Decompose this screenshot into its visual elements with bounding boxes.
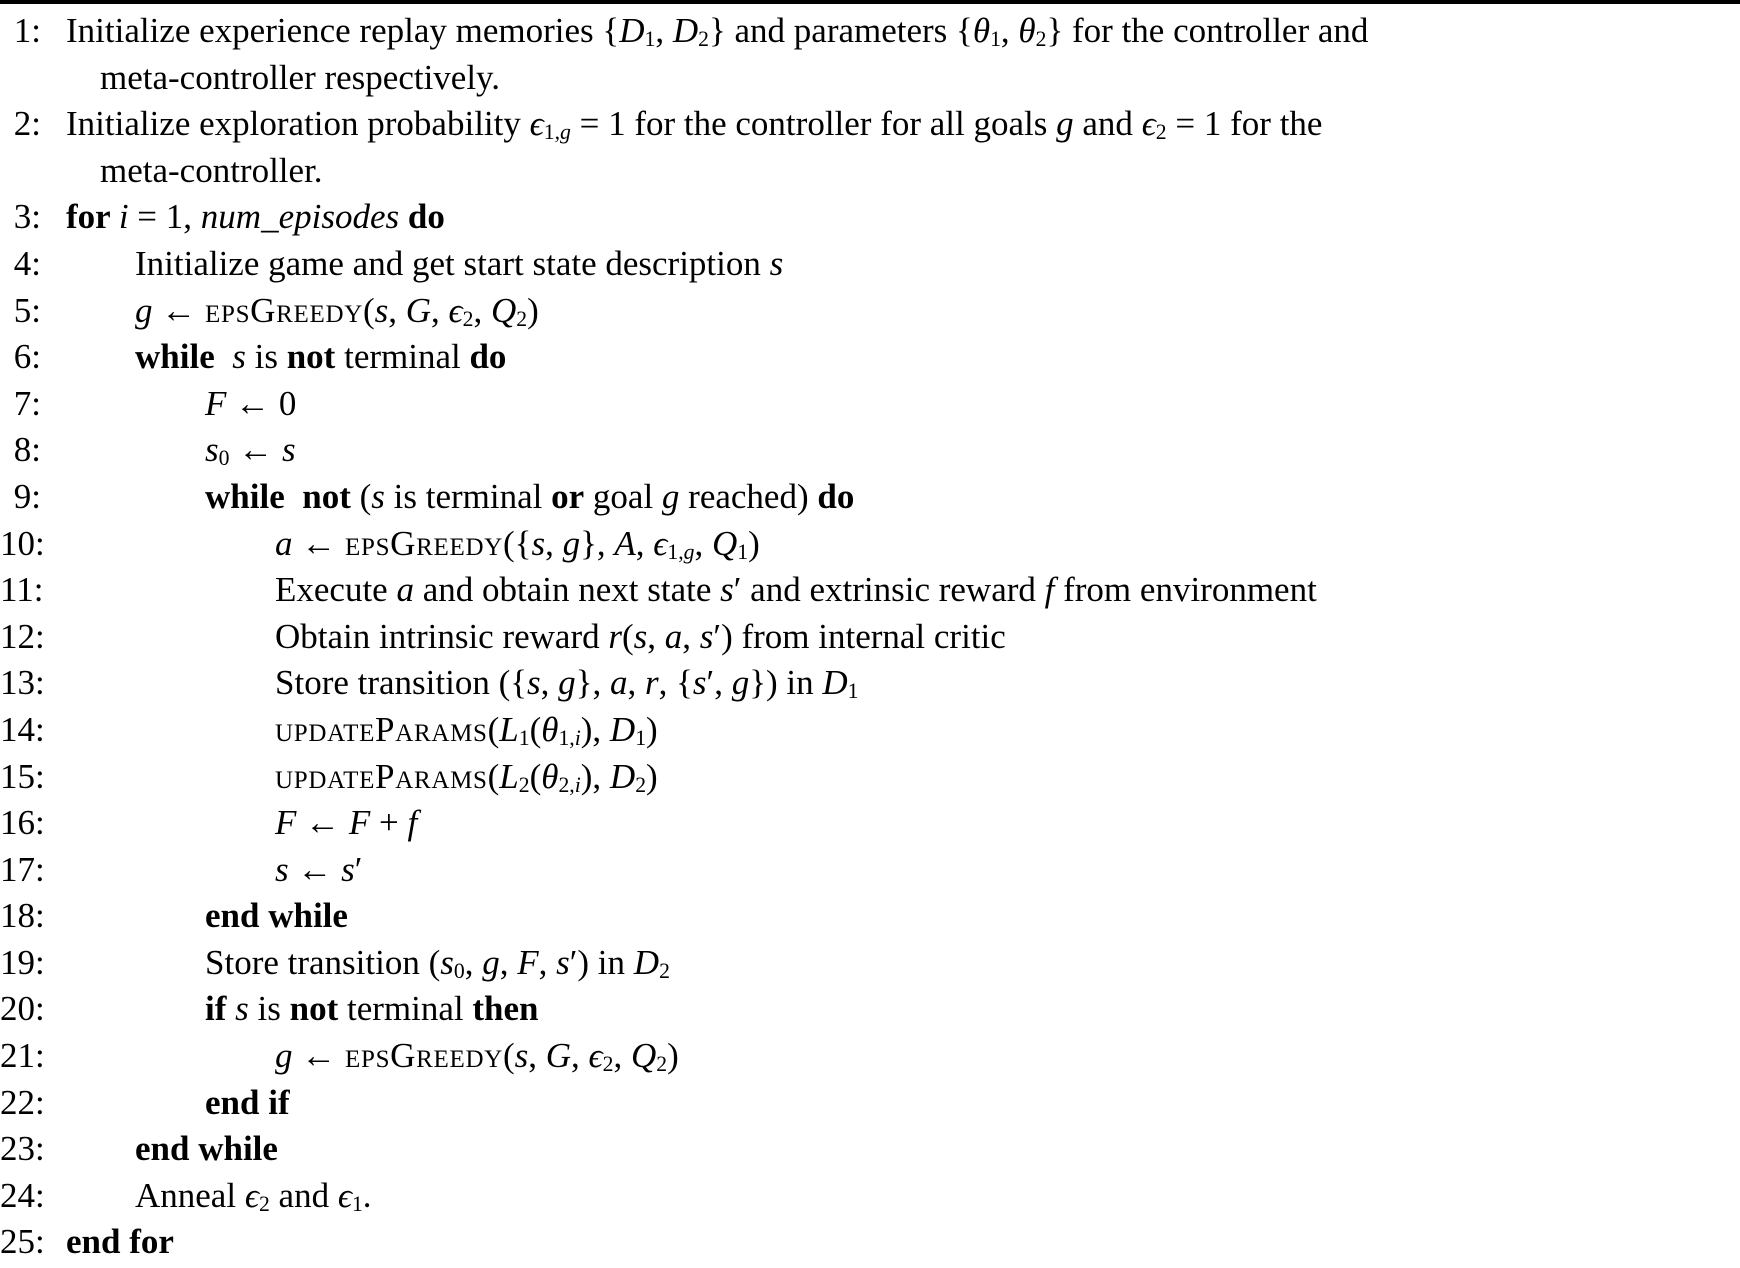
text-run: g [135,290,153,330]
algorithm-line [0,288,1740,335]
text-run: g [275,1036,293,1076]
text-run: Initialize exploration probability [66,104,530,144]
line-content [41,800,417,847]
text-run: s [699,616,714,656]
text-run: then [472,989,539,1029]
text-run: ( [529,756,542,796]
algorithm-line [0,1126,1740,1173]
algorithm-line [0,148,1740,195]
line-number: 13: [0,663,45,703]
text-run: θ [541,709,559,749]
text-run: 1 [351,1191,363,1216]
line-content [41,427,296,474]
text-run: Execute [275,570,397,610]
text-run: s [341,849,355,889]
line-content [41,754,658,801]
text-run: ← [152,290,205,330]
text-run: Store transition ({ [275,663,528,703]
algorithm-line [0,427,1740,474]
algorithm-line [0,1219,1740,1266]
text-run: G [545,1036,572,1076]
text-run: Initialize experience replay memories { [66,11,620,50]
text-run: + [370,803,408,843]
text-run: ϵ [653,523,668,563]
text-run: g [558,663,576,703]
line-content [41,474,854,521]
line-number: 11: [0,570,44,610]
text-run: s [633,616,648,656]
algorithm-line [0,194,1740,241]
algorithm-line [0,334,1740,381]
line-number: 3: [13,197,41,237]
text-run: , [647,616,665,656]
line-number: 14: [0,709,45,749]
text-run: and [269,1175,338,1215]
text-run: r [644,663,659,703]
algorithm-line [0,893,1740,940]
text-run: meta-controller respectively. [100,57,501,97]
algorithm-line [0,55,1740,102]
text-run: ), [580,756,610,796]
text-run: a [609,663,628,703]
line-content [41,101,1322,148]
line-number: 5: [13,290,41,330]
text-run: is terminal [384,476,552,516]
algorithm-line [0,986,1740,1033]
text-run: ( [487,756,500,796]
text-run: , [528,1036,546,1076]
text-run: ϵ [529,104,544,144]
text-run: , [499,942,518,982]
text-run: end while [135,1129,278,1169]
text-run: s [281,430,296,470]
text-run: while [205,476,285,516]
text-run: 1, [558,725,575,750]
line-number: 24: [0,1175,45,1215]
line-number: 4: [13,243,41,283]
text-run: , [388,290,406,330]
text-run: D [822,663,848,703]
text-run: ← 0 [226,383,297,423]
text-run: s [514,1036,529,1076]
line-content [41,1126,278,1173]
text-run: , [613,1036,631,1076]
text-run: g [560,120,571,145]
text-run: , [694,523,712,563]
text-run: terminal [338,989,473,1029]
text-run: r [608,616,622,656]
text-run: ϵ [588,1036,603,1076]
text-run: F [348,803,371,843]
text-run: and [1073,104,1142,144]
text-run: }, [575,663,610,703]
text-run: s [374,290,389,330]
text-run: , [431,290,449,330]
text-run: ) [667,1036,679,1076]
line-content [41,614,1006,661]
text-run: , [627,663,645,703]
text-run: }, [580,523,615,563]
text-run: F [205,383,227,423]
text-run: not [286,337,336,377]
text-run: 1 [635,725,647,750]
text-run: ′ [354,849,363,889]
text-run: do [399,197,445,237]
line-content [41,1219,174,1266]
text-run: terminal [335,337,470,377]
line-number [0,55,41,102]
text-run: ← [296,803,349,843]
text-run: s [371,476,385,516]
text-run: F [275,803,297,843]
line-content [41,893,348,940]
text-run: ′ and extrinsic reward [733,570,1045,610]
algorithm-line [0,940,1740,987]
text-run: while [135,337,215,377]
text-run: . [362,1175,372,1215]
text-run: L [499,756,519,796]
text-run: }) in [749,663,823,703]
text-run: , [655,11,673,50]
text-run: ϵ [448,290,463,330]
text-run: ( [362,290,375,330]
text-run: ← [292,523,345,563]
text-run: , { [658,663,693,703]
text-run: ϵ [244,1175,259,1215]
text-run: , [538,942,557,982]
text-run: , [635,523,654,563]
line-number: 22: [0,1082,45,1122]
text-run: 2 [1035,26,1047,51]
text-run: ← [229,430,282,470]
text-run: F [517,942,539,982]
text-run: ( [487,709,500,749]
algorithm-line [0,707,1740,754]
line-content [41,847,362,894]
text-run: end for [66,1222,174,1262]
line-content [41,288,539,335]
line-number: 21: [0,1036,45,1076]
text-run: epsGreedy [205,290,363,330]
text-run: f [407,803,418,843]
algorithm-line [0,1033,1740,1080]
line-content [41,381,296,428]
text-run: Initialize game and get start state description [135,243,770,283]
text-run: ← [292,1036,345,1076]
line-number: 8: [13,430,41,470]
text-run: Obtain intrinsic reward [275,616,609,656]
text-run: ( [622,616,634,656]
text-run: g [731,663,750,703]
text-run: , [682,616,700,656]
line-number: 17: [0,849,45,889]
line-content [41,707,658,754]
text-run: 2 [462,306,474,331]
text-run: or [551,476,585,516]
text-run: s [275,849,289,889]
text-run: D [672,11,699,50]
text-run: θ [972,11,991,50]
line-content [41,55,500,102]
text-run: } for the controller and [1046,11,1369,50]
line-content [41,986,539,1033]
line-content [41,8,1368,55]
text-run: ( [502,1036,515,1076]
text-run: ← [288,849,342,889]
text-run: 1 [990,26,1001,51]
text-run: 0 [453,958,465,983]
algorithm-line [0,614,1740,661]
text-run [285,477,303,516]
text-run: end while [205,896,348,936]
text-run: updateParams [275,756,488,796]
line-number: 20: [0,989,45,1029]
line-number [0,148,41,195]
text-run: g [482,942,500,982]
line-content [41,194,445,241]
text-run: 1 [847,679,859,704]
text-run: = 1 for the [1166,104,1323,144]
text-run: D [619,11,645,50]
text-run: 2 [698,26,709,51]
text-run: f [1044,570,1055,610]
text-run: ), [580,709,610,749]
algorithm-line [0,800,1740,847]
text-run: Q [712,523,738,563]
text-run: s [692,663,707,703]
line-content [41,1173,372,1220]
text-run: 2 [659,958,670,983]
text-run: i [574,772,581,797]
text-run: s [527,663,541,703]
text-run: s [235,989,249,1029]
text-run: ϵ [337,1175,352,1215]
text-run: if [205,989,236,1029]
text-run: from environment [1054,570,1317,610]
text-run: s [720,570,734,610]
text-run: D [609,709,636,749]
text-run: ( [350,476,372,516]
text-run: s [232,337,246,377]
algorithm-pseudocode [0,8,1740,1266]
text-run: 0 [218,446,230,471]
text-run: do [817,476,855,516]
text-run: = 1, [128,197,201,237]
algorithm-line [0,521,1740,568]
line-content [41,521,760,568]
text-run: Store transition ( [205,942,441,982]
text-run: for [66,197,119,237]
text-run: ′) in [569,942,634,982]
text-run: Q [631,1036,657,1076]
line-number: 23: [0,1129,45,1169]
algorithm-line [0,474,1740,521]
text-run: and obtain next state [413,570,721,610]
text-run: g [562,523,581,563]
text-run: ′, [706,663,732,703]
text-run: end if [205,1082,290,1122]
text-run: D [633,942,660,982]
text-run: epsGreedy [345,523,503,563]
text-run: G [405,290,432,330]
text-run: , [464,942,483,982]
text-run: ({ [502,523,532,563]
line-content [41,567,1317,614]
text-run: , [545,523,563,563]
line-content [41,940,670,987]
algorithm-line [0,660,1740,707]
text-run: θ [1018,11,1036,50]
line-content [41,660,859,707]
text-run: goal [584,476,662,516]
text-run: not [302,476,351,516]
text-run: ′) from internal critic [713,616,1006,656]
line-number: 1: [13,11,41,50]
text-run: ( [529,709,542,749]
text-run: a [396,570,414,610]
algorithm-line [0,1080,1740,1127]
line-number: 19: [0,942,45,982]
text-run: s [769,243,784,283]
text-run: 1 [737,539,749,564]
text-run: A [614,523,636,563]
text-run: 1, [667,539,684,564]
line-number: 25: [0,1222,45,1262]
text-run: g [661,476,680,516]
text-run: s [205,430,219,470]
line-content [41,334,506,381]
text-run: i [574,725,581,750]
text-run: num_episodes [200,197,400,237]
line-number: 15: [0,756,45,796]
text-run: s [556,942,570,982]
text-run: , [571,1036,589,1076]
text-run: 2 [635,772,647,797]
algorithm-line [0,847,1740,894]
text-run: Anneal [135,1175,245,1215]
text-run: D [609,756,636,796]
text-run: is [248,989,290,1029]
text-run: θ [541,756,559,796]
text-run: , [1000,11,1019,50]
line-number: 9: [13,476,41,516]
algorithm-line [0,101,1740,148]
text-run: a [664,616,683,656]
algorithm-line [0,567,1740,614]
text-run: , [540,663,559,703]
line-content [41,1080,290,1127]
text-run: L [499,709,519,749]
text-run: = 1 for the controller for all goals [570,104,1057,144]
text-run: , [473,290,491,330]
algorithm-line [0,8,1740,55]
algorithm-line [0,754,1740,801]
text-run: ) [527,290,539,330]
text-run: ϵ [1141,104,1156,144]
text-run: 2, [558,772,575,797]
algorithm-line [0,1173,1740,1220]
text-run: } and parameters { [708,11,973,50]
line-content [41,148,323,195]
line-content [41,241,783,288]
text-run: ) [646,756,658,796]
line-number: 7: [13,383,41,423]
line-number: 6: [13,337,41,377]
text-run: g [1056,104,1074,144]
text-run: meta-controller. [100,150,323,190]
text-run: not [289,989,339,1029]
text-run: 1, [543,120,560,145]
algorithm-line [0,241,1740,288]
line-content [41,1033,679,1080]
text-run: do [469,337,507,377]
text-run: 2 [1155,120,1167,145]
text-run [215,337,233,376]
line-number: 12: [0,616,45,656]
text-run: g [683,539,695,564]
text-run: epsGreedy [345,1036,503,1076]
text-run: s [531,523,546,563]
text-run: 2 [258,1191,270,1216]
text-run: is [245,337,287,377]
text-run: 2 [602,1051,614,1076]
text-run: 2 [656,1051,668,1076]
algorithm-top-rule [0,0,1740,4]
text-run: 2 [518,772,530,797]
text-run: s [440,942,454,982]
text-run: i [118,197,129,237]
line-number: 16: [0,803,45,843]
text-run: Q [491,290,517,330]
text-run: ) [748,523,760,563]
text-run: 2 [516,306,528,331]
text-run: 1 [644,26,656,51]
text-run: ) [646,709,658,749]
text-run: a [275,523,293,563]
line-number: 10: [0,523,45,563]
text-run: updateParams [275,709,488,749]
text-run: reached) [679,476,818,516]
algorithm-line [0,381,1740,428]
text-run: 1 [518,725,530,750]
line-number: 18: [0,896,45,936]
line-number: 2: [13,104,41,144]
